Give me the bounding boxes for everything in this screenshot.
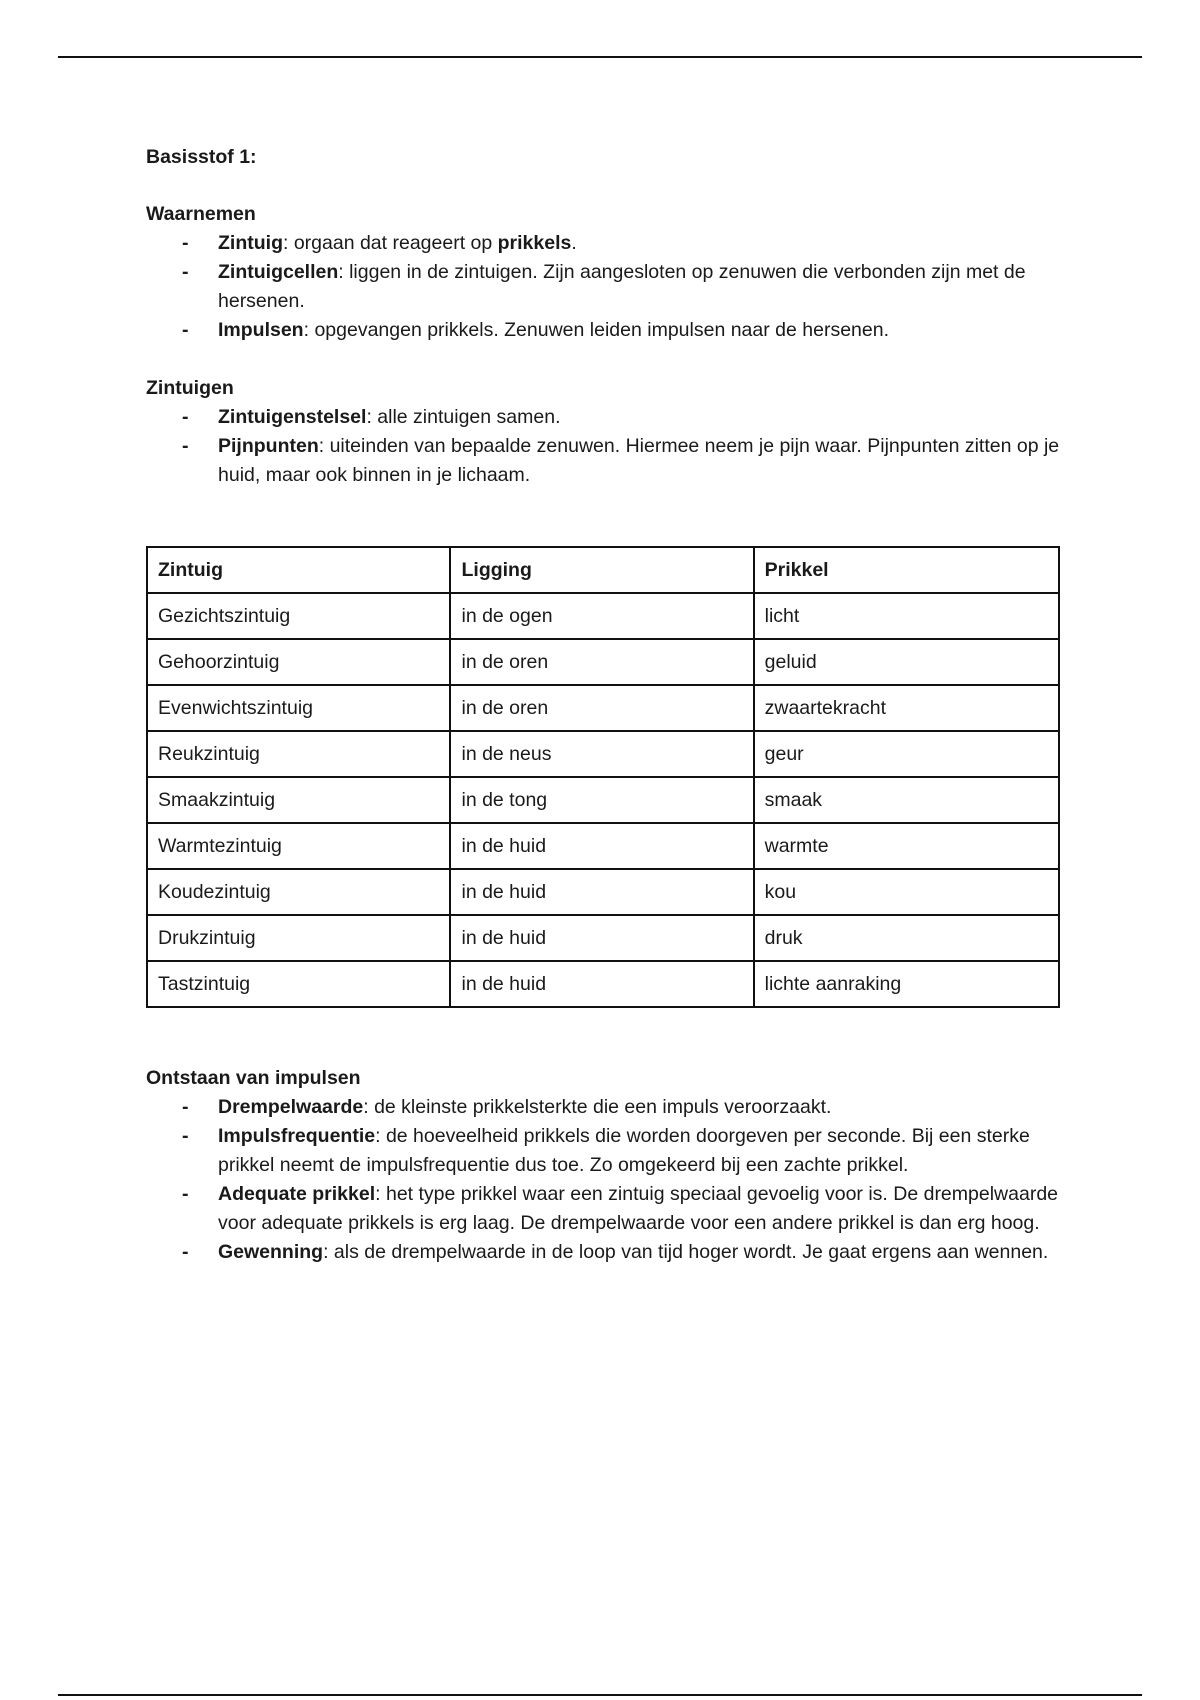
definition: : de kleinste prikkelsterkte die een impuls veroorzaakt. bbox=[363, 1096, 832, 1118]
term: Zintuigenstelsel bbox=[218, 406, 367, 428]
header-rule bbox=[58, 56, 1142, 58]
cell-ligging: in de ogen bbox=[450, 593, 753, 639]
cell-zintuig: Smaakzintuig bbox=[147, 777, 450, 823]
page-title: Basisstof 1: bbox=[146, 146, 257, 168]
bullet-dash: - bbox=[182, 435, 189, 457]
definition: : opgevangen prikkels. Zenuwen leiden impulsen naar de hersenen. bbox=[303, 319, 889, 341]
cell-prikkel: kou bbox=[754, 869, 1059, 915]
definition: : orgaan dat reageert op bbox=[282, 232, 498, 254]
term: Impulsfrequentie bbox=[218, 1125, 376, 1147]
section-heading-zintuigen: Zintuigen bbox=[146, 377, 234, 399]
table-row bbox=[147, 777, 1059, 823]
cell-zintuig: Evenwichtszintuig bbox=[147, 685, 450, 731]
cell-prikkel: geur bbox=[754, 731, 1059, 777]
list-item bbox=[146, 1238, 1066, 1267]
bullet-dash: - bbox=[182, 232, 189, 254]
list-item bbox=[146, 316, 1066, 345]
table-row bbox=[147, 961, 1059, 1007]
term: Gewenning bbox=[218, 1241, 324, 1263]
table-row bbox=[147, 823, 1059, 869]
bullet-dash: - bbox=[182, 1183, 189, 1205]
cell-zintuig: Reukzintuig bbox=[147, 731, 450, 777]
term: Impulsen bbox=[218, 319, 304, 341]
table-row bbox=[147, 869, 1059, 915]
bullet-dash: - bbox=[182, 319, 189, 341]
cell-zintuig: Gezichtszintuig bbox=[147, 593, 450, 639]
cell-zintuig: Gehoorzintuig bbox=[147, 639, 450, 685]
cell-zintuig: Drukzintuig bbox=[147, 915, 450, 961]
term: Drempelwaarde bbox=[218, 1096, 364, 1118]
definition: : als de drempelwaarde in de loop van tijd hoger wordt. Je gaat ergens aan wennen. bbox=[323, 1241, 1049, 1263]
table-row bbox=[147, 915, 1059, 961]
cell-ligging: in de oren bbox=[450, 639, 753, 685]
footer-rule bbox=[58, 1694, 1142, 1696]
list-item bbox=[146, 432, 1066, 490]
cell-zintuig: Warmtezintuig bbox=[147, 823, 450, 869]
list-item bbox=[146, 1122, 1066, 1180]
section-heading-waarnemen: Waarnemen bbox=[146, 203, 256, 225]
column-header-ligging: Ligging bbox=[450, 547, 753, 593]
cell-zintuig: Koudezintuig bbox=[147, 869, 450, 915]
table-row bbox=[147, 593, 1059, 639]
bullet-dash: - bbox=[182, 1096, 189, 1118]
cell-prikkel: warmte bbox=[754, 823, 1059, 869]
definition: : alle zintuigen samen. bbox=[366, 406, 561, 428]
column-header-prikkel: Prikkel bbox=[754, 547, 1059, 593]
table-row bbox=[147, 731, 1059, 777]
section-heading-impulsen: Ontstaan van impulsen bbox=[146, 1067, 361, 1089]
cell-prikkel: licht bbox=[754, 593, 1059, 639]
bullet-dash: - bbox=[182, 1241, 189, 1263]
cell-prikkel: zwaartekracht bbox=[754, 685, 1059, 731]
definition-end: . bbox=[571, 232, 577, 254]
table-header-row bbox=[147, 547, 1059, 593]
cell-prikkel: smaak bbox=[754, 777, 1059, 823]
list-item bbox=[146, 1093, 1066, 1122]
cell-ligging: in de tong bbox=[450, 777, 753, 823]
definition: : uiteinden van bepaalde zenuwen. Hiermee neem je pijn waar. Pijnpunten zitten op je huid, maar ook binnen in je lichaam. bbox=[218, 435, 1060, 486]
term: Zintuig bbox=[218, 232, 283, 254]
list-zintuigen bbox=[146, 403, 1066, 490]
senses-table bbox=[146, 546, 1060, 1008]
cell-ligging: in de huid bbox=[450, 823, 753, 869]
page-content bbox=[146, 143, 1066, 1296]
definition: : liggen in de zintuigen. Zijn aangesloten op zenuwen die verbonden zijn met de hersenen. bbox=[218, 261, 1026, 312]
list-waarnemen bbox=[146, 229, 1066, 345]
definition: : de hoeveelheid prikkels die worden doorgeven per seconde. Bij een sterke prikkel neemt de impulsfrequentie dus toe. Zo omgekeerd bij een zachte prikkel. bbox=[218, 1125, 1030, 1176]
definition: : het type prikkel waar een zintuig speciaal gevoelig voor is. De drempelwaarde voor adequate prikkels is erg laag. De drempelwaarde voor een andere prikkel is dan erg hoog. bbox=[218, 1183, 1059, 1234]
cell-ligging: in de neus bbox=[450, 731, 753, 777]
term: Pijnpunten bbox=[218, 435, 319, 457]
list-item bbox=[146, 258, 1066, 316]
bullet-dash: - bbox=[182, 261, 189, 283]
list-item bbox=[146, 229, 1066, 258]
cell-ligging: in de oren bbox=[450, 685, 753, 731]
cell-ligging: in de huid bbox=[450, 915, 753, 961]
cell-zintuig: Tastzintuig bbox=[147, 961, 450, 1007]
cell-prikkel: druk bbox=[754, 915, 1059, 961]
table-row bbox=[147, 685, 1059, 731]
bullet-dash: - bbox=[182, 406, 189, 428]
cell-ligging: in de huid bbox=[450, 961, 753, 1007]
table-row bbox=[147, 639, 1059, 685]
column-header-zintuig: Zintuig bbox=[147, 547, 450, 593]
cell-prikkel: lichte aanraking bbox=[754, 961, 1059, 1007]
cell-prikkel: geluid bbox=[754, 639, 1059, 685]
bullet-dash: - bbox=[182, 1125, 189, 1147]
emphasis: prikkels bbox=[497, 232, 572, 254]
list-item bbox=[146, 403, 1066, 432]
cell-ligging: in de huid bbox=[450, 869, 753, 915]
list-impulsen bbox=[146, 1093, 1066, 1267]
term: Adequate prikkel bbox=[218, 1183, 376, 1205]
list-item bbox=[146, 1180, 1066, 1238]
term: Zintuigcellen bbox=[218, 261, 339, 283]
